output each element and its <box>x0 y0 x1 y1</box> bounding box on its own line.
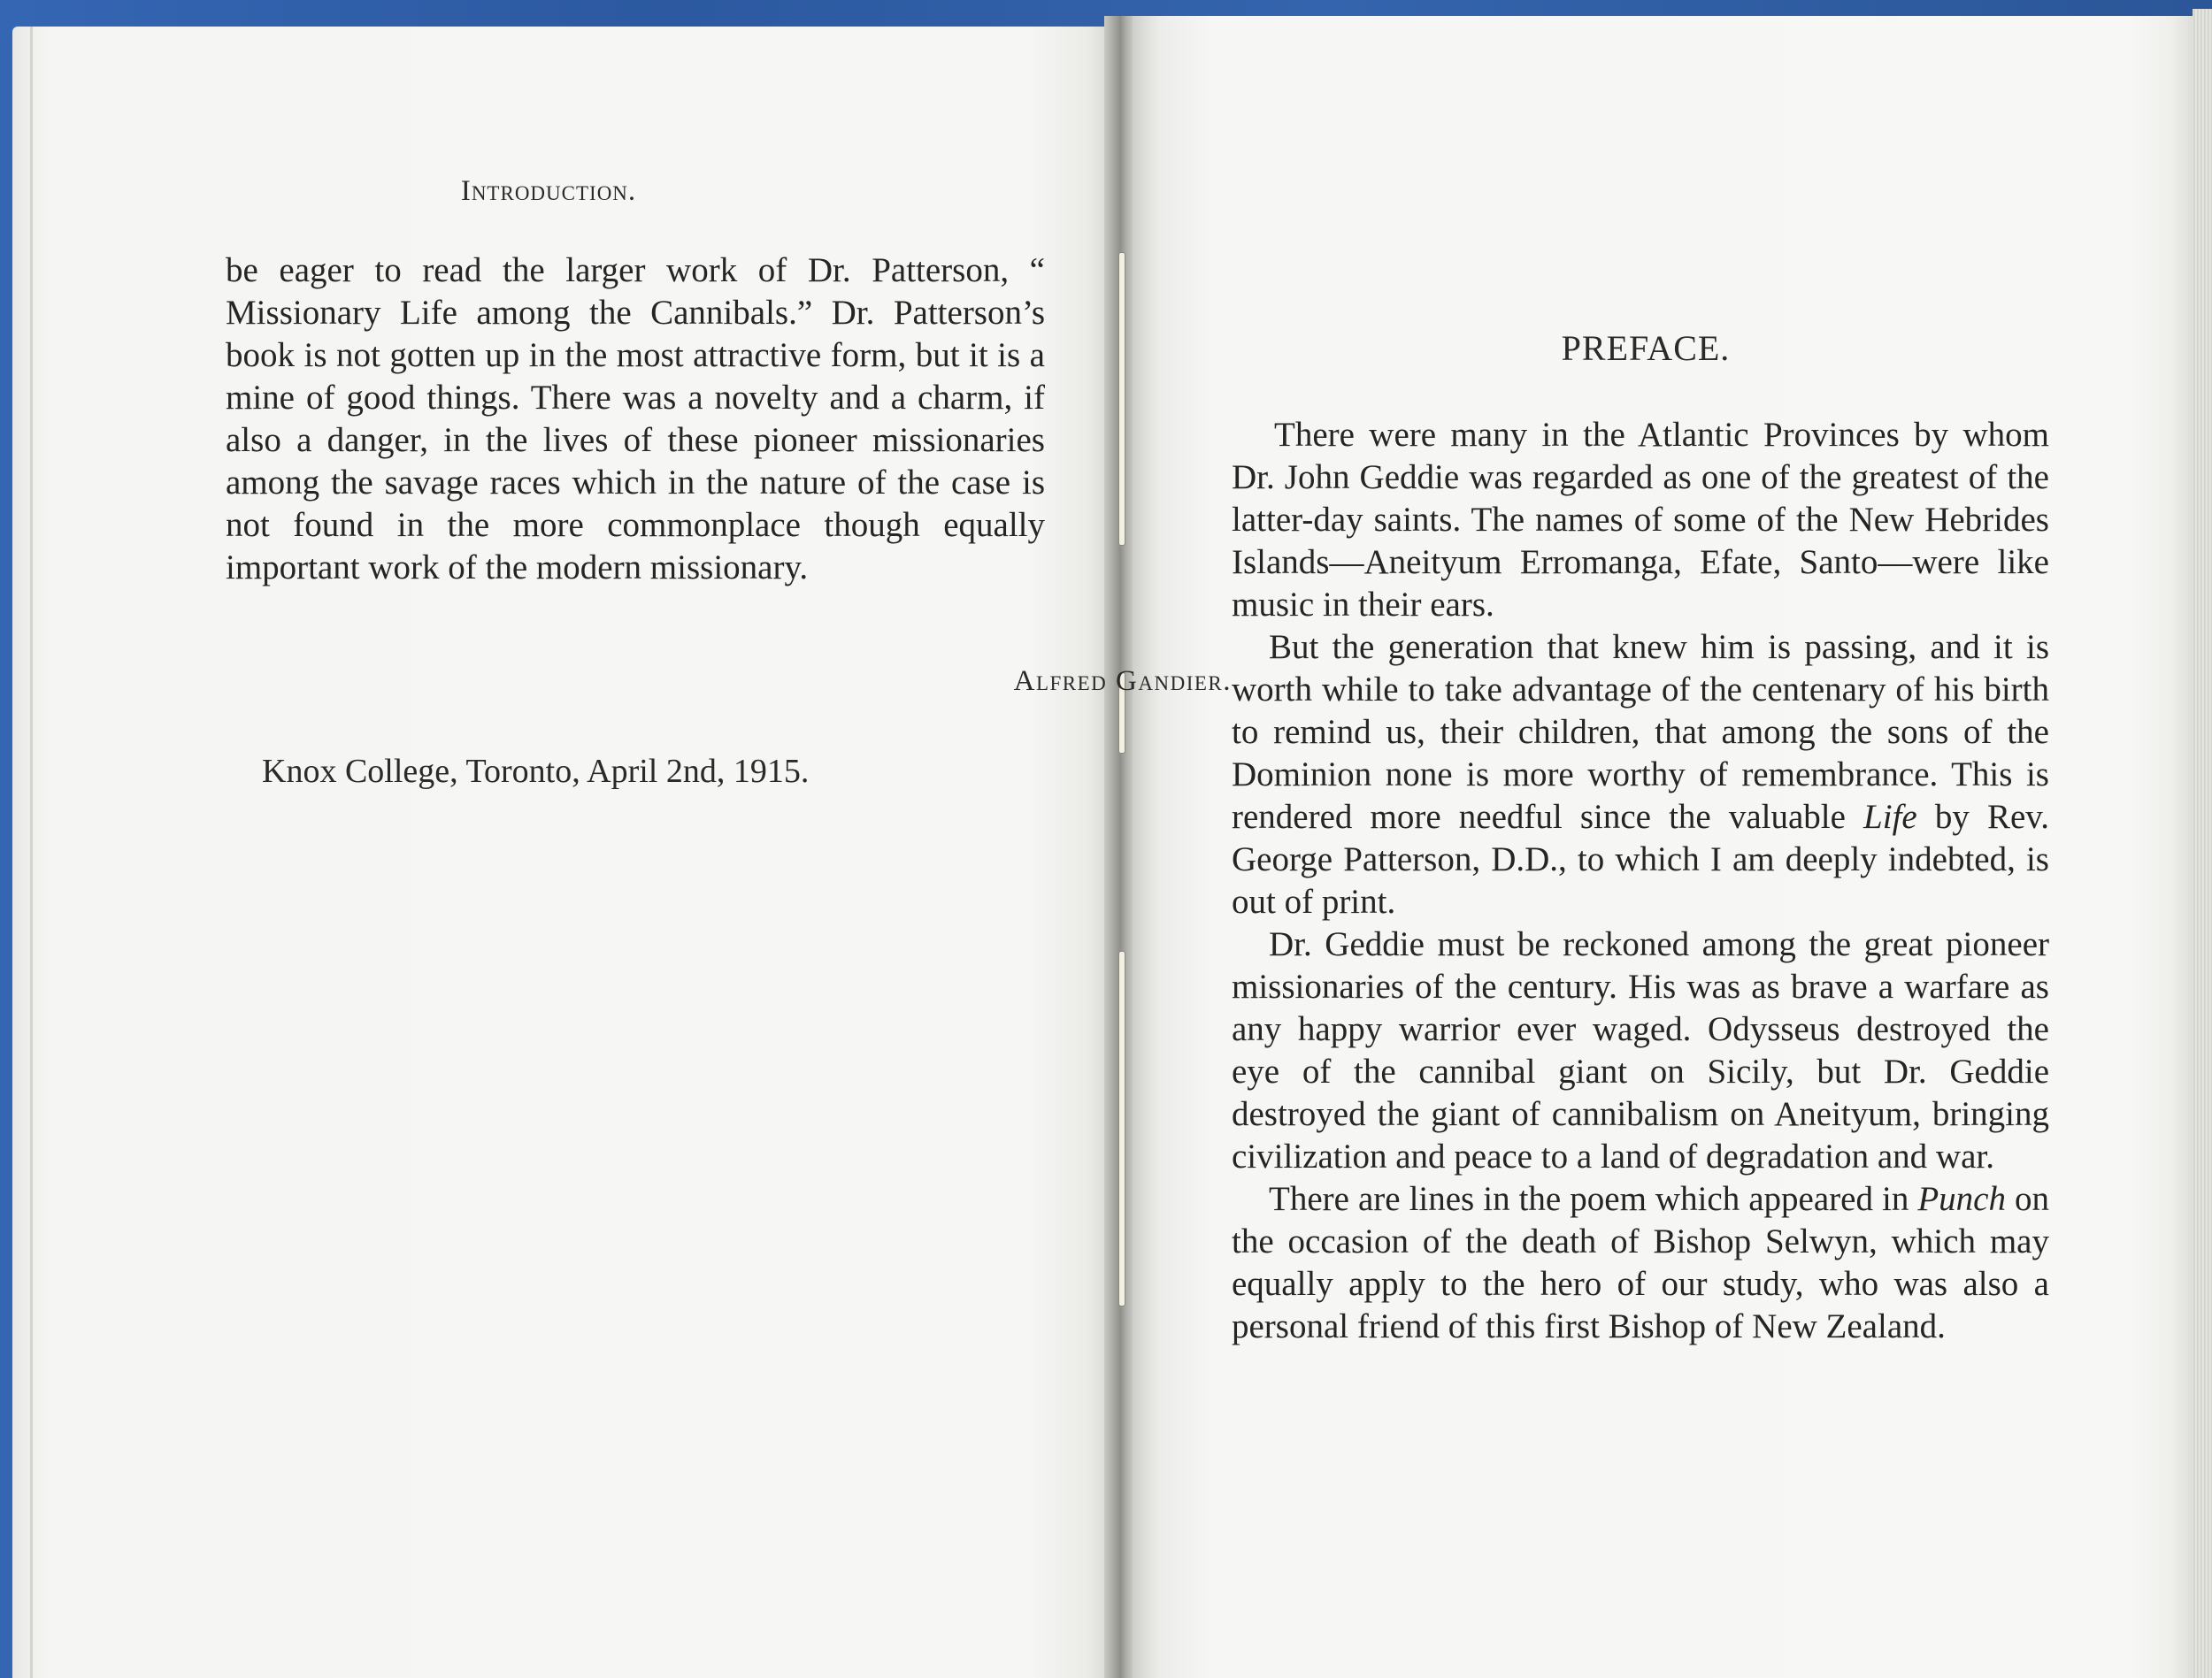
preface-text <box>1232 414 2049 1348</box>
introduction-paragraph: be eager to read the larger work of Dr. Patterson, “ Missionary Life among the Cannibals.” Dr. Patterson’s book is not gotten up in the most attractive form, but it is a mine of good things. There was a novelty and a charm, if also a danger, in the lives of these pioneer missionaries among the savage races which in the nature of the case is not found in the more commonplace though equally important work of the modern missionary. <box>226 251 1045 586</box>
life-title: Life <box>1863 798 1917 836</box>
binding-thread <box>1118 951 1125 1306</box>
introduction-text <box>226 249 1045 589</box>
preface-paragraph-3: Dr. Geddie must be reckoned among the great pioneer missionaries of the century. His was as brave a warfare as any happy warrior ever waged. Odysseus destroyed the eye of the cannibal giant on Sicily, but Dr. Geddie destroyed the giant of cannibalism on Aneityum, bringing civilization and peace to a land of degradation and war. <box>1232 925 2049 1176</box>
preface-paragraph-1: There were many in the Atlantic Provinces by whom Dr. John Geddie was regarded as one of the greatest of the latter-day saints. The names of some of the New Hebrides Islands—Aneityum Erromanga, Efate, Santo—were like music in their ears. <box>1232 416 2049 624</box>
preface-title: PREFACE. <box>1561 328 1731 368</box>
page-edges <box>2193 9 2212 1678</box>
running-head: Introduction. <box>460 175 637 207</box>
binding-thread <box>1118 252 1125 546</box>
dateline: Knox College, Toronto, April 2nd, 1915. <box>262 753 810 790</box>
author-signature: Alfred Gandier. <box>1013 665 1232 697</box>
punch-title: Punch <box>1917 1180 2006 1218</box>
preface-paragraph-4: There are lines in the poem which appeared in Punch on the occasion of the death of Bishop Selwyn, which may equally apply to the hero of our study, who was also a personal friend of this first Bishop of New Zealand. <box>1232 1180 2049 1345</box>
preface-paragraph-2: But the generation that knew him is passing, and it is worth while to take advantage of the centenary of his birth to remind us, their children, that among the sons of the Dominion none is more worthy of remembrance. This is rendered more needful since the valuable Life by Rev. George Patterson, D.D., to which I am deeply indebted, is out of print. <box>1232 628 2049 921</box>
